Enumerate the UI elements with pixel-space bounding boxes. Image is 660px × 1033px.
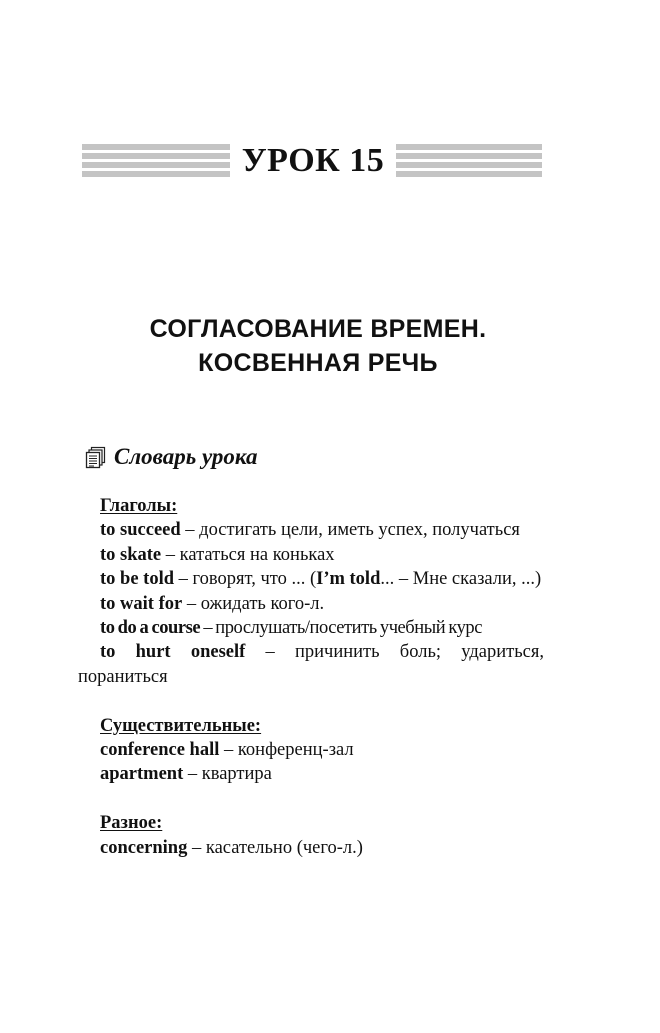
vocab-term-example: I’m told xyxy=(316,569,381,590)
vocab-definition: – достигать цели, иметь успех, получаться xyxy=(180,520,520,541)
vocab-entry xyxy=(78,616,544,640)
vocab-entry xyxy=(78,567,544,591)
vocab-definition: – ожидать кого-л. xyxy=(182,593,325,614)
vocab-definition: – касательно (чего-л.) xyxy=(187,837,363,858)
vocab-definition: – квартира xyxy=(183,764,272,785)
vocab-definition: – говорят, что ... ( xyxy=(174,569,317,590)
vocab-term: apartment xyxy=(100,764,184,785)
lesson-header xyxy=(82,140,542,182)
section-label-verbs: Глаголы: xyxy=(100,496,178,516)
vocab-entry xyxy=(78,836,544,860)
vocab-term: to succeed xyxy=(100,520,181,541)
vocab-term: to do a course xyxy=(100,618,201,639)
header-stripes-left xyxy=(82,144,230,180)
vocab-definition: – кататься на коньках xyxy=(161,544,335,565)
vocab-definition: – конференц-зал xyxy=(219,740,354,761)
vocab-definition: – прослушать/посетить учебный курс xyxy=(200,618,482,639)
vocab-definition-example: ... – Мне сказали, ...) xyxy=(380,569,542,590)
vocab-term: conference hall xyxy=(100,740,220,761)
vocab-entry xyxy=(78,762,544,786)
vocab-entry xyxy=(78,640,544,689)
vocab-entry xyxy=(78,592,544,616)
vocab-entry xyxy=(78,738,544,762)
vocab-entry xyxy=(78,543,544,567)
vocabulary-content xyxy=(78,494,544,860)
vocabulary-heading xyxy=(84,440,258,474)
vocab-term: to be told xyxy=(100,569,174,590)
vocab-term: to wait for xyxy=(100,593,183,614)
vocab-term: to skate xyxy=(100,544,162,565)
section-gap xyxy=(78,787,544,811)
vocab-term: to hurt oneself xyxy=(100,642,246,663)
book-icon xyxy=(84,445,108,469)
section-label-nouns: Существительные: xyxy=(100,715,262,736)
vocab-definition: – причинить боль; удариться, пораниться xyxy=(78,642,544,687)
header-stripes-right xyxy=(396,144,542,180)
chapter-title-line-1: СОГЛАСОВАНИЕ ВРЕМЕН. xyxy=(149,315,487,343)
chapter-title-line-2: КОСВЕННАЯ РЕЧЬ xyxy=(198,349,438,377)
section-gap xyxy=(78,689,544,713)
vocab-term: concerning xyxy=(100,837,188,858)
vocabulary-heading-text: Словарь урока xyxy=(114,444,258,469)
section-label-misc: Разное: xyxy=(100,813,163,834)
vocab-entry xyxy=(78,518,544,542)
chapter-title xyxy=(0,312,632,380)
lesson-title: УРОК 15 xyxy=(241,142,385,179)
